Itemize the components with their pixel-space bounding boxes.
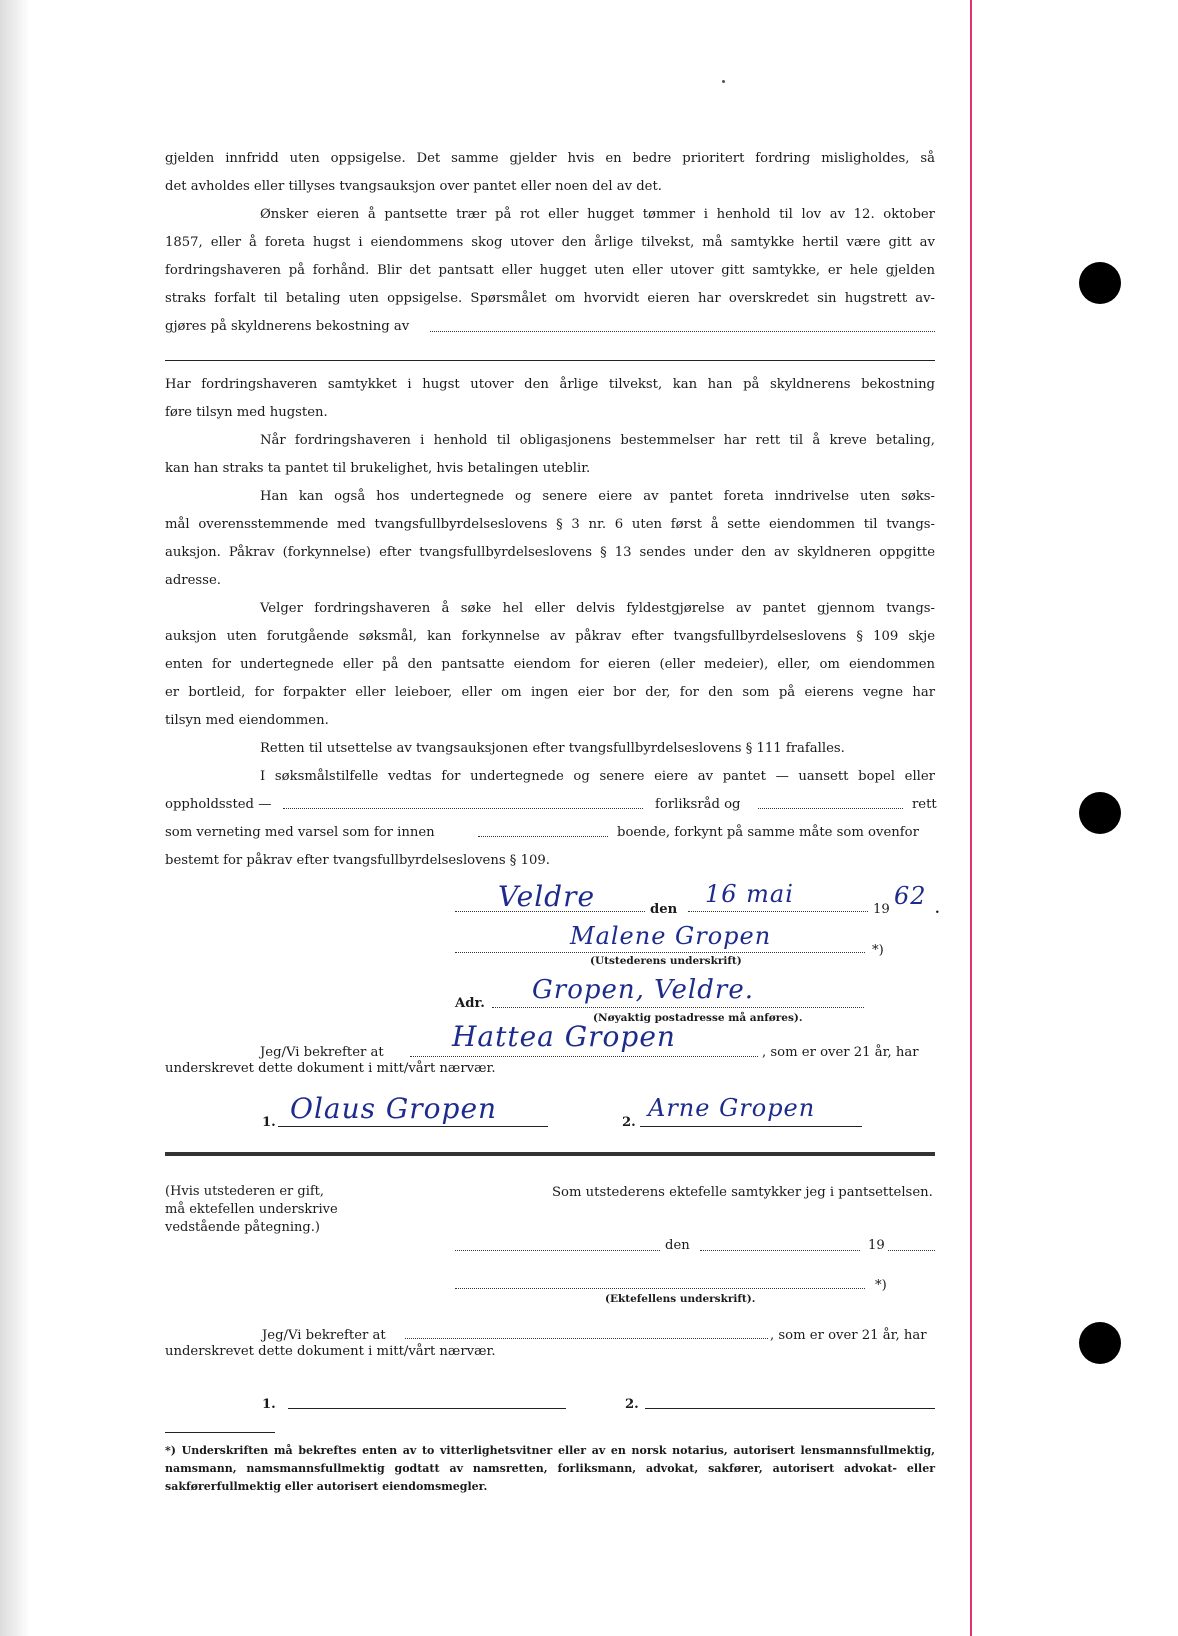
- spouse-note-2: må ektefellen underskrive: [165, 1202, 338, 1217]
- witness-1-line: [278, 1126, 548, 1127]
- punch-hole-middle: [1079, 792, 1121, 834]
- year-prefix: 19: [873, 902, 890, 917]
- handwritten-witness-2: Arne Gropen: [648, 1094, 816, 1122]
- witness-intro: Jeg/Vi bekrefter at: [260, 1045, 384, 1060]
- body-line-22: I søksmålstilfelle vedtas for undertegnede og senere eiere av pantet — uansett bopel eller: [260, 769, 935, 784]
- spouse-witness-statement: underskrevet dette dokument i mitt/vårt nærvær.: [165, 1344, 496, 1359]
- spouse-witness-1-line: [288, 1408, 566, 1409]
- handwritten-year: 62: [894, 882, 927, 910]
- body-line-23b: forliksråd og: [655, 797, 741, 812]
- handwritten-issuer-signature: Malene Gropen: [570, 922, 772, 950]
- address-label: Adr.: [455, 996, 485, 1011]
- body-line-21: Retten til utsettelse av tvangsauksjonen efter tvangsfullbyrdelseslovens § 111 frafalles.: [260, 741, 845, 756]
- handwritten-witness-1: Olaus Gropen: [290, 1092, 498, 1125]
- body-line-15: adresse.: [165, 573, 221, 588]
- body-line-7: gjøres på skyldnerens bekostning av: [165, 319, 410, 334]
- fill-line-hugstrett: [430, 331, 935, 332]
- body-line-14: auksjon. Påkrav (forkynnelse) efter tvangsfullbyrdelseslovens § 13 sendes under den av skyldneren oppgitte: [165, 545, 935, 560]
- witness-2-line: [640, 1126, 862, 1127]
- handwritten-address: Gropen, Veldre.: [532, 975, 754, 1005]
- handwritten-date: 16 mai: [705, 880, 794, 908]
- spouse-signature-label: (Ektefellens underskrift).: [605, 1293, 756, 1305]
- body-line-16: Velger fordringshaveren å søke hel eller delvis fyldestgjørelse av pantet gjennom tvangs-: [260, 601, 935, 616]
- spouse-witness-age-text: , som er over 21 år, har: [770, 1328, 927, 1343]
- witness-number-1: 1.: [262, 1115, 276, 1130]
- handwritten-witnessed-name: Hattea Gropen: [452, 1020, 676, 1053]
- date-period: .: [935, 902, 940, 917]
- body-line-6: straks forfalt til betaling uten oppsigelse. Spørsmålet om hvorvidt eieren har overskredet sin hugstrett av-: [165, 291, 935, 306]
- spouse-note-1: (Hvis utstederen er gift,: [165, 1184, 325, 1199]
- date-den-label: den: [650, 902, 678, 917]
- spouse-asterisk: *): [875, 1278, 887, 1293]
- punch-hole-bottom: [1079, 1322, 1121, 1364]
- spouse-witness-2-line: [645, 1408, 935, 1409]
- body-line-19: er bortleid, for forpakter eller leieboer, eller om ingen eier bor der, for den som på eierens vegne har: [165, 685, 935, 700]
- body-line-5: fordringshaveren på forhånd. Blir det pantsatt eller hugget uten eller utover gitt samtykke, er hele gjelden: [165, 263, 935, 278]
- handwritten-place: Veldre: [498, 880, 596, 913]
- witness-age-text: , som er over 21 år, har: [762, 1045, 919, 1060]
- spouse-consent-text: Som utstederens ektefelle samtykker jeg i pantsettelsen.: [552, 1185, 933, 1200]
- body-line-24b: boende, forkynt på samme måte som ovenfor: [617, 825, 919, 840]
- fill-line-issuer-signature: [455, 952, 865, 953]
- page-edge-shadow: [0, 0, 30, 1636]
- body-line-2: det avholdes eller tillyses tvangsauksjon over pantet eller noen del av det.: [165, 179, 662, 194]
- fill-line-date: [688, 911, 868, 912]
- witness-number-2: 2.: [622, 1115, 636, 1130]
- spouse-note-3: vedstående påtegning.): [165, 1220, 320, 1235]
- body-line-9: føre tilsyn med hugsten.: [165, 405, 328, 420]
- section-divider: [165, 1152, 935, 1156]
- fill-line-forlikrad: [758, 808, 903, 809]
- spouse-den-label: den: [665, 1238, 690, 1253]
- body-line-17: auksjon uten forutgående søksmål, kan forkynnelse av påkrav efter tvangsfullbyrdelseslovens § 109 skje: [165, 629, 935, 644]
- body-line-4: 1857, eller å foreta hugst i eiendommens skog utover den årlige tilvekst, må samtykke hertil være gitt av: [165, 235, 935, 250]
- issuer-signature-label: (Utstederens underskrift): [590, 955, 742, 967]
- body-line-23c: rett: [912, 797, 937, 812]
- body-line-12: Han kan også hos undertegnede og senere eiere av pantet foreta inndrivelse uten søks-: [260, 489, 935, 504]
- body-line-13: mål overensstemmende med tvangsfullbyrdelseslovens § 3 nr. 6 uten først å sette eiendommen til tvangs-: [165, 517, 935, 532]
- punch-hole-top: [1079, 262, 1121, 304]
- spouse-witness-number-1: 1.: [262, 1397, 276, 1412]
- footnote: *) Underskriften må bekreftes enten av to vitterlighetsvitner eller av en norsk notarius, autorisert lensmannsfullmektig, namsmann, namsmannsfullmektig godtatt av namsretten, forliksmann, advokat, sakfører, autorisert advokat- eller sakførerfullmektig eller autorisert eiendomsmegler.: [165, 1444, 935, 1493]
- body-line-20: tilsyn med eiendommen.: [165, 713, 329, 728]
- fill-line-spouse-date: [700, 1250, 860, 1251]
- fill-line-blank: [165, 360, 935, 361]
- body-line-3: Ønsker eieren å pantsette trær på rot eller hugget tømmer i henhold til lov av 12. oktober: [260, 207, 935, 222]
- body-line-1: gjelden innfridd uten oppsigelse. Det samme gjelder hvis en bedre prioritert fordring misligholdes, så: [165, 151, 935, 166]
- body-line-11: kan han straks ta pantet til brukelighet, hvis betalingen uteblir.: [165, 461, 591, 476]
- body-line-8: Har fordringshaveren samtykket i hugst utover den årlige tilvekst, kan han på skyldnerens bekostning: [165, 377, 935, 392]
- fill-line-address: [492, 1007, 864, 1008]
- fill-line-spouse-signature: [455, 1288, 865, 1289]
- spouse-witness-number-2: 2.: [625, 1397, 639, 1412]
- fill-line-place: [455, 911, 645, 912]
- issuer-asterisk: *): [872, 943, 884, 958]
- witness-statement: underskrevet dette dokument i mitt/vårt nærvær.: [165, 1061, 496, 1076]
- speck: [722, 80, 725, 83]
- fill-line-oppholdssted: [283, 808, 643, 809]
- footnote-rule: [165, 1432, 275, 1433]
- fill-line-spouse-place: [455, 1250, 660, 1251]
- fill-line-innen: [478, 836, 608, 837]
- body-line-18: enten for undertegnede eller på den pantsatte eiendom for eieren (eller medeier), eller, om eiendommen: [165, 657, 935, 672]
- spouse-witness-intro: Jeg/Vi bekrefter at: [262, 1328, 386, 1343]
- body-line-23a: oppholdssted —: [165, 797, 272, 812]
- fill-line-spouse-year: [888, 1250, 935, 1251]
- body-line-25: bestemt for påkrav efter tvangsfullbyrdelseslovens § 109.: [165, 853, 550, 868]
- body-line-24a: som verneting med varsel som for innen: [165, 825, 435, 840]
- spouse-year-prefix: 19: [868, 1238, 885, 1253]
- red-margin-line: [970, 0, 972, 1636]
- body-line-10: Når fordringshaveren i henhold til obligasjonens bestemmelser har rett til å kreve betaling,: [260, 433, 935, 448]
- address-note: (Nøyaktig postadresse må anføres).: [593, 1012, 803, 1024]
